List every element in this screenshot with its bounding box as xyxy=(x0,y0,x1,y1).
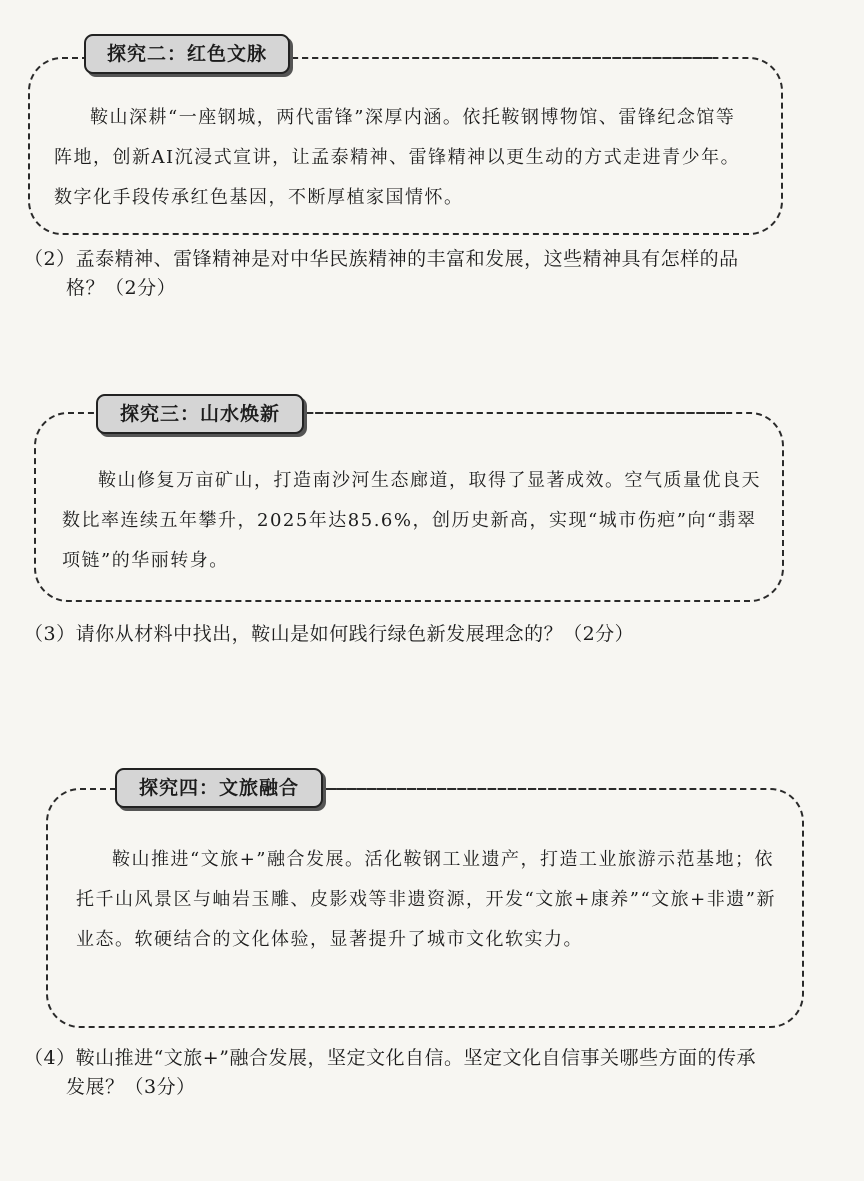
question-4 xyxy=(24,1044,854,1102)
question-4-line1: 鞍山推进“文旅+”融合发展，坚定文化自信。坚定文化自信事关哪些方面的传承 xyxy=(75,1047,756,1069)
question-3 xyxy=(24,620,844,649)
question-2 xyxy=(24,245,844,303)
question-2-line1: 孟泰精神、雷锋精神是对中华民族精神的丰富和发展，这些精神具有怎样的品 xyxy=(75,248,739,270)
question-3-line1: 请你从材料中找出，鞍山是如何践行绿色新发展理念的？（2分） xyxy=(75,623,635,645)
section4-tag: 探究四：文旅融合 xyxy=(115,768,323,808)
section2-tag: 探究二：红色文脉 xyxy=(84,34,290,74)
section3-paragraph: 鞍山修复万亩矿山，打造南沙河生态廊道，取得了显著成效。空气质量优良天数比率连续五年攀升，2025年达85.6%，创历史新高，实现“城市伤疤”向“翡翠项链”的华丽转身。 xyxy=(62,470,761,571)
question-3-number: （3） xyxy=(24,623,76,645)
question-2-number: （2） xyxy=(24,248,76,270)
question-4-number: （4） xyxy=(24,1047,76,1069)
section4-paragraph: 鞍山推进“文旅+”融合发展。活化鞍钢工业遗产，打造工业旅游示范基地；依托千山风景区与岫岩玉雕、皮影戏等非遗资源，开发“文旅+康养”“文旅+非遗”新业态。软硬结合的文化体验，显著提升了城市文化软实力。 xyxy=(76,849,776,950)
section3-tag: 探究三：山水焕新 xyxy=(96,394,304,434)
question-4-line2: 发展？（3分） xyxy=(66,1076,196,1098)
question-2-line2: 格？（2分） xyxy=(66,277,177,299)
section2-paragraph: 鞍山深耕“一座钢城，两代雷锋”深厚内涵。依托鞍钢博物馆、雷锋纪念馆等阵地，创新AI沉浸式宣讲，让孟泰精神、雷锋精神以更生动的方式走进青少年。数字化手段传承红色基因，不断厚植家国情怀。 xyxy=(54,107,741,208)
